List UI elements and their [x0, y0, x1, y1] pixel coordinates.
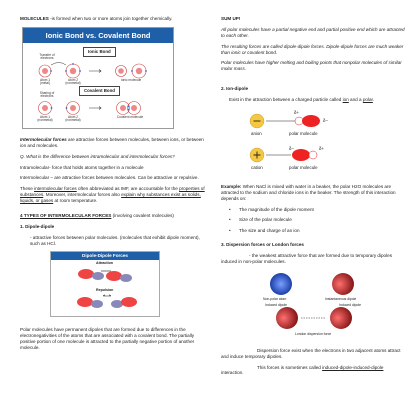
- cation-icon: [250, 148, 264, 162]
- properties-text: properties of substances: [20, 186, 205, 198]
- example-label: Example:: [221, 183, 242, 189]
- cation-label: cation: [251, 164, 263, 170]
- polar-molecule-bottom-icon: [292, 149, 317, 161]
- attraction-label: Attraction: [96, 261, 113, 266]
- covalent-bond-label: Covalent Bond: [79, 86, 120, 96]
- dipole-dipole-figure: [50, 251, 160, 317]
- attraction-molecules-icon: [78, 269, 132, 282]
- anion-label: anion: [251, 130, 262, 136]
- list-item: • The size and charge of an ion: [229, 228, 405, 234]
- london-dispersion-figure: [261, 270, 375, 340]
- atom1-bot-label: Atom 1 (nonmetal): [37, 114, 53, 123]
- atom1-top-label: Atom 1 (metal): [39, 77, 51, 86]
- delta-minus-bottom: δ−: [289, 145, 295, 151]
- example-paragraph: Example: When NaCl is mixed with water in a beaker, the polar H2O molecules are attracted to the sodium and chloride ions in the beaker. The strength of this interaction depends on:: [221, 183, 396, 201]
- polar-link-text: polar: [362, 97, 373, 102]
- list-item: • Size of the polar molecule: [229, 217, 405, 223]
- transfer-label: Transfer of electrons: [39, 52, 55, 61]
- transfer-arrow-icon: [51, 62, 66, 65]
- atom2-top-label: Atom 2 (nonmetal): [65, 77, 81, 86]
- types-heading: [20, 213, 210, 219]
- delta-plus-top: δ+: [294, 109, 300, 115]
- induced-dipole-right-icon: [330, 307, 352, 329]
- dispersion-paragraph-2: Dispersion force exist when the electrons in two adjacent atoms attract and induce temporary dipoles.: [221, 347, 401, 359]
- question-text: Q. What is the difference between intramolecular and intermolecular forces?: [20, 153, 175, 159]
- result-bot-label: Covalent molecule: [116, 114, 144, 119]
- sometimes-paragraph: This forces is sometimes called induced-dipole-induced-dipole interaction.: [221, 364, 384, 376]
- these-paragraph: These intermolecular forces often abbreviated as IMF, are accountable for the properties of substances. Moreover, intermolecular forces also explain why substances exist as solids, liquids, or gases at room temperature.: [20, 186, 205, 203]
- explain-text: explain why substances exist as solids, liquids, or gases: [20, 192, 201, 203]
- arrow-right-icon: [89, 69, 101, 72]
- polar-molecule-label-bottom: polar molecule: [289, 164, 318, 170]
- repulsion-label: Repulsion: [96, 288, 114, 293]
- dispersion-heading-text: 3. Dispersion forces or London forces: [221, 242, 304, 248]
- types-title: 4 TYPES OF INTERMOLECULAR FORCES: [20, 212, 112, 218]
- induced-dipole-link-text: induced-dipole-induced-dipole: [322, 364, 384, 370]
- imf-paragraph: [20, 137, 210, 149]
- ionic-atom2-icon: [65, 63, 81, 78]
- dd-figure-title: Dipole-Dipole Forces: [51, 252, 159, 260]
- imf-label: Intermolecular forces: [20, 136, 67, 142]
- repulsion-molecules-icon: [77, 295, 137, 308]
- ionic-molecule-icon: [116, 64, 147, 78]
- right-column: [221, 16, 405, 381]
- sum-up-heading: [221, 16, 405, 22]
- dispersion-heading: [221, 242, 405, 248]
- induced-dipole-left-icon: [276, 307, 298, 329]
- polar-paragraph: Polar molecules have permanent dipoles that are formed due to differences in the electronegativities of the atoms that are associated with a covalent bond. The partially positive portion of one molecule is attracted to the partially negative portion of another molecule.: [20, 327, 195, 350]
- repulsion-arrow-icon: [103, 295, 111, 296]
- delta-minus-top: δ−: [323, 117, 329, 123]
- figure-title: Ionic Bond vs. Covalent Bond: [23, 28, 173, 43]
- london-force-label: London dispersion force: [295, 331, 332, 336]
- ion-dipole-figure: [233, 108, 353, 178]
- iondipole-paragraph: Exist in the attraction between a charged particle called ion and a polar.: [229, 97, 375, 102]
- covalent-atom1-icon: [39, 101, 53, 114]
- dispersion-paragraph: - the weakest attractive force that are formed due to temporary dipoles induced in non-polar molecules.: [221, 253, 392, 264]
- polar-molecule-label-top: polar molecule: [289, 130, 318, 136]
- ionic-bond-label: Ionic Bond: [83, 47, 116, 57]
- molecules-paragraph: [20, 16, 210, 22]
- ion-link-text: ion: [342, 97, 349, 102]
- ionic-atom1-icon: [39, 65, 52, 77]
- iondipole-heading-text: 2. Ion-dipole: [221, 86, 249, 92]
- polar-molecule-top-icon: [295, 115, 320, 127]
- instantaneous-dipole-icon: [332, 273, 354, 295]
- nonpolar-atom-icon: [270, 273, 292, 295]
- sum-paragraph-2: The resulting forces are called dipole-dipole forces. Dipole-dipole forces are much weaker than ionic or covalent bond.: [221, 43, 404, 55]
- iondipole-heading: [221, 86, 405, 92]
- list-item: • The magnitude of the dipole moment: [229, 207, 405, 213]
- instantaneous-dipole-label: Instantaneous dipole: [325, 296, 357, 301]
- dipole-text: - attractive forces between polar molecules. (molecules that exhibit dipole moment), such as HCl.: [30, 234, 200, 246]
- question-paragraph: [20, 154, 210, 160]
- nonpolar-atom-label: Non-polar atom: [263, 296, 287, 301]
- left-column: [20, 16, 210, 356]
- sum-paragraph-3: Polar molecules have higher melting and boiling points that nonpolar molecules of similar molar mass.: [221, 60, 402, 72]
- anion-icon: [250, 114, 264, 128]
- sum-paragraph-1: All polar molecules have a partial negative end and partial positive end which are attracted to each other.: [221, 26, 405, 38]
- induced-dipole-left-label: Induced dipole: [265, 302, 288, 307]
- factors-list: [229, 207, 405, 235]
- sum-up-text: SUM UP!: [221, 16, 241, 21]
- covalent-molecule-icon: [117, 101, 141, 114]
- induced-dipole-right-label: Induced dipole: [339, 302, 362, 307]
- covalent-atom2-icon: [66, 101, 80, 114]
- intra-paragraph: Intramolecular- force that holds atoms together in a molecule: [20, 164, 144, 170]
- dipole-heading-text: 1. Dipole-dipole: [20, 223, 55, 229]
- arrow-right-icon: [89, 106, 101, 109]
- imf-link-text: intermolecular forces: [34, 186, 77, 192]
- result-top-label: Ionic molecule: [120, 77, 142, 82]
- delta-plus-bottom: δ+: [319, 145, 325, 151]
- dipole-molecules-diagram: [51, 252, 161, 318]
- dipole-heading: [20, 224, 210, 230]
- types-tail: (involving covalent molecules): [111, 212, 174, 218]
- molecules-text: -is formed when two or more atoms join together chemically.: [48, 16, 173, 21]
- sharing-label: Sharing of electrons: [39, 90, 55, 99]
- atom2-bot-label: Atom 2 (nonmetal): [65, 114, 81, 123]
- inter-paragraph: Intermolecular – are attractive forces between molecules. Can be attractive or repulsive.: [20, 175, 199, 181]
- ionic-covalent-figure: [22, 27, 174, 129]
- molecules-label: MOLECULES: [20, 16, 49, 21]
- imf-text: are attractive forces between molecules, between ions, or between ion and molecules.: [20, 136, 204, 148]
